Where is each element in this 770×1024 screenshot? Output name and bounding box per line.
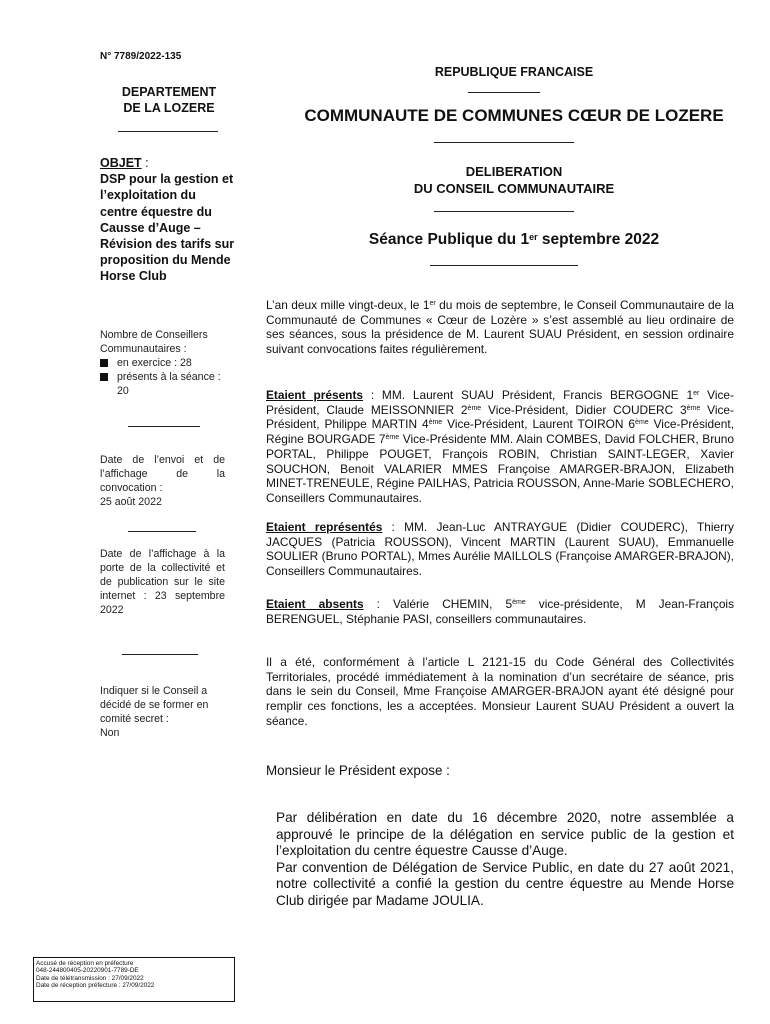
comite-secret-label: Indiquer si le Conseil a décidé de se former en comité secret : bbox=[100, 685, 209, 725]
opening-paragraph: L’an deux mille vingt-deux, le 1er du mois de septembre, le Conseil Communautaire de la Communauté de Communes « Cœur de Lozère » s’est assemblé au lieu ordinaire de ses séances, sous la présidence de M. Laurent SUAU Président, en session ordinaire suivant convocations faites régulièrement. bbox=[266, 298, 734, 357]
divider bbox=[430, 265, 578, 266]
list-item bbox=[100, 356, 230, 370]
divider bbox=[122, 654, 198, 655]
date-affichage-block: Date de l’affichage à la porte de la collectivité et de publication sur le site internet : 23 septembre 2022 bbox=[100, 548, 225, 616]
presents-count: présents à la séance : 20 bbox=[117, 371, 221, 397]
square-bullet-icon bbox=[100, 359, 108, 367]
absent-paragraph: Etaient absents : Valérie CHEMIN, 5ème vice-présidente, M Jean-François BERENGUEL, Stéphanie PASI, conseillers communautaires. bbox=[266, 597, 735, 626]
divider bbox=[128, 426, 200, 427]
deliberation-heading bbox=[260, 163, 768, 197]
presents-label: Etaient présents bbox=[266, 388, 364, 402]
represented-paragraph: Etaient représentés : MM. Jean-Luc ANTRAYGUE (Didier COUDERC), Thierry JACQUES (Patricia ROUSSON), Vincent MARTIN (Laurent SUAU), Emmanuelle SOULIER (Bruno PORTAL), Mmes Aurélie MAILLOLS (Françoise AMARGER-BRAJON), Conseillers Communautaires. bbox=[266, 520, 734, 579]
divider bbox=[468, 92, 540, 93]
departement-line-1: DEPARTEMENT bbox=[121, 85, 217, 99]
en-exercice: en exercice : 28 bbox=[117, 357, 192, 369]
conseillers-count bbox=[100, 328, 230, 398]
date-envoi-label: Date de l’envoi et de l’affichage de la convocation : bbox=[100, 454, 225, 494]
document-reference: N° 7789/2022-135 bbox=[100, 51, 182, 62]
conseillers-title: Nombre de Conseillers Communautaires : bbox=[100, 329, 208, 355]
expose-sentence-2: Par convention de Délégation de Service Public, en date du 27 août 2021, notre collectivité a confié la gestion du centre équestre au Mende Horse Club dirigée par Madame JOULIA. bbox=[276, 859, 734, 908]
deliberation-line-1: DELIBERATION bbox=[465, 164, 563, 179]
objet-label: OBJET bbox=[100, 156, 142, 170]
receipt-stamp bbox=[33, 957, 235, 1002]
receipt-line: Date de réception préfecture : 27/09/2022 bbox=[36, 982, 155, 990]
communaute-heading: COMMUNAUTE DE COMMUNES CŒUR DE LOZERE bbox=[304, 106, 724, 125]
expose-paragraph bbox=[276, 810, 734, 910]
date-envoi-value: 25 août 2022 bbox=[100, 496, 162, 508]
divider bbox=[434, 142, 574, 143]
comite-secret-value: Non bbox=[100, 727, 120, 739]
seance-date: septembre 2022 bbox=[537, 231, 660, 248]
seance-text: Séance Publique du 1 bbox=[368, 231, 530, 248]
objet-block bbox=[100, 155, 236, 285]
represented-label: Etaient représentés bbox=[266, 520, 383, 534]
deliberation-line-2: DU CONSEIL COMMUNAUTAIRE bbox=[413, 181, 615, 196]
seance-heading bbox=[260, 231, 768, 249]
secretary-paragraph: Il a été, conformément à l’article L 2121-15 du Code Général des Collectivités Territoriales, procédé immédiatement à la nomination d’un secrétaire de séance, pris dans le sein du Conseil, Mme Françoise AMARGER-BRAJON ayant été désigné pour remplir ces fonctions, les a acceptées. Monsieur Laurent SUAU Président a ouvert la séance. bbox=[266, 655, 734, 728]
list-item bbox=[100, 370, 230, 398]
date-envoi-block bbox=[100, 453, 225, 509]
departement-line-2: DE LA LOZERE bbox=[123, 101, 215, 115]
square-bullet-icon bbox=[100, 373, 108, 381]
seance-sup: er bbox=[529, 232, 538, 242]
republique-heading: REPUBLIQUE FRANCAISE bbox=[434, 65, 594, 79]
departement-heading bbox=[100, 84, 238, 116]
comite-secret-block bbox=[100, 684, 228, 740]
divider bbox=[434, 211, 574, 212]
receipt-line: Date de télétransmission : 27/09/2022 bbox=[36, 974, 144, 982]
divider bbox=[128, 531, 196, 532]
absent-label: Etaient absents bbox=[266, 597, 364, 611]
expose-line: Monsieur le Président expose : bbox=[266, 763, 450, 778]
expose-sentence-1: Par délibération en date du 16 décembre 2020, notre assemblée a approuvé le principe de la délégation en service public de la gestion et l’exploitation du centre équestre Causse d’Auge. bbox=[276, 810, 734, 859]
receipt-line: 048-244800405-20220901-7789-DE bbox=[36, 967, 139, 975]
divider bbox=[118, 131, 218, 132]
presents-paragraph: Etaient présents : MM. Laurent SUAU Président, Francis BERGOGNE 1er Vice-Président, Claude MEISSONNIER 2ème Vice-Président, Didier COUDERC 3ème Vice-Président, Philippe MARTIN 4ème Vice-Président, Laurent TOIRON 6ème Vice-Président, Régine BOURGADE 7ème Vice-Présidente MM. Alain COMBES, David FOLCHER, Bruno PORTAL, Philippe POUGET, François ROBIN, Christian SAINT-LEGER, Xavier SOUCHON, Benoit VALARIER MMES Françoise AMARGER-BRAJON, Elizabeth MINET-TRENEULE, Régine PAILHAS, Patricia ROUSSON, Anne-Marie SOBLECHERO, Conseillers Communautaires. bbox=[266, 388, 735, 505]
objet-colon: : bbox=[141, 156, 149, 170]
objet-text: DSP pour la gestion et l’exploitation du centre équestre du Causse d’Auge – Révision des tarifs sur proposition du Mende Horse Club bbox=[100, 172, 235, 284]
receipt-line: Accusé de réception en préfecture bbox=[36, 960, 134, 967]
